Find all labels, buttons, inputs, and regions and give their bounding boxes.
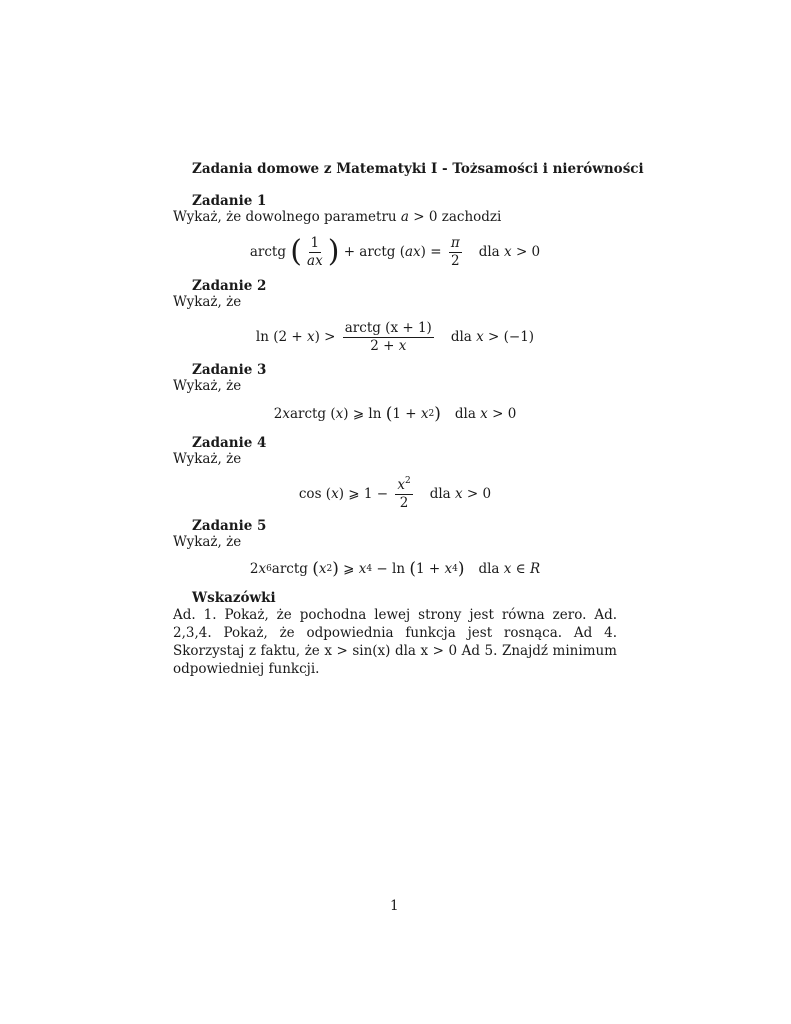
task-2-formula: ln (2 + x ) > $\frac{\text{arctg (x + 1)}}{2 + x}$ dla x > (−1) [255,319,535,354]
task-5-formula: 2 x 6 arctg ( x 2 ) ⩾ x 4 − ln ( 1 + x 4 ) dla x ∈ R [249,558,541,579]
task-5-intro: Wykaż, że [173,534,242,550]
hints-heading: Wskazówki [192,590,276,606]
task-3-formula: 2 x arctg ( x ) ⩾ ln ( 1 + x 2 ) dla x > 0 [273,403,517,424]
task-1-heading: Zadanie 1 [192,193,267,209]
task-2-intro: Wykaż, że [173,294,242,310]
task-4-heading: Zadanie 4 [192,435,267,451]
task-1-formula: arctg ( $\frac{1}{ax}$ ) + arctg ( ax ) = $\frac{\pi}{2}$ dla x > 0 [249,234,541,269]
document-title: Zadania domowe z Matematyki I - Tożsamości i nierówności [192,161,644,177]
task-4-formula: cos ( x ) ⩾ 1 − $\frac{x^2}{2}$ dla x > 0 [298,475,492,511]
task-4-intro: Wykaż, że [173,451,242,467]
hints-text: Ad. 1. Pokaż, że pochodna lewej strony jest równa zero. Ad. 2,3,4. Pokaż, że odpowiednia funkcja jest rosnąca. Ad 4. Skorzystaj z faktu, że x > sin(x) dla x > 0 Ad 5. Znajdź minimum odpowiedniej funkcji. [173,607,617,677]
task-1-intro: Wykaż, że dowolnego parametru a > 0 zachodzi [173,209,502,225]
page-number: 1 [390,898,399,914]
task-3-intro: Wykaż, że [173,378,242,394]
task-3-heading: Zadanie 3 [192,362,267,378]
task-2-heading: Zadanie 2 [192,278,267,294]
task-5-heading: Zadanie 5 [192,518,267,534]
